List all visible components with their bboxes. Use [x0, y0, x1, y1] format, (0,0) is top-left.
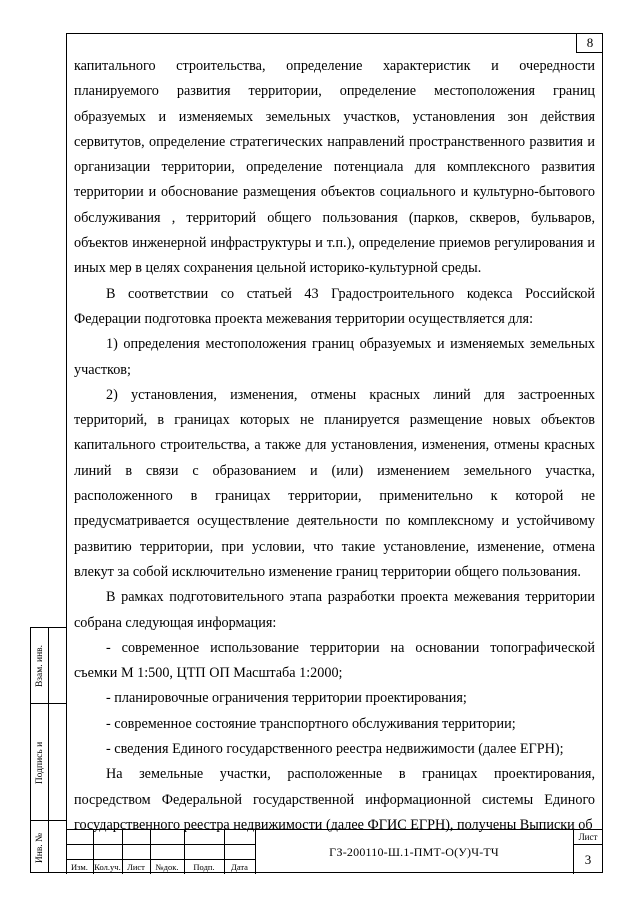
list-item-1: 1) определения местоположения границ образуемых и изменяемых земельных участков;: [74, 336, 595, 378]
title-block-row-line-2: [66, 859, 255, 860]
sheet-number: 3: [584, 852, 592, 867]
title-block: [66, 829, 603, 873]
col-header-podp: Подп.: [193, 862, 215, 872]
side-label-inv-no: Инв. №: [35, 832, 45, 863]
bullet-item-3: - современное состояние транспортного обслуживания территории;: [106, 715, 516, 732]
paragraph-4: На земельные участки, расположенные в границах проектирования, посредством Федеральной государственной информационной системы Единого государственного реестра недвижимости (далее ФГИС ЕГРН), получены Выписки об: [74, 766, 595, 833]
col-header-data: Дата: [231, 862, 248, 872]
side-stamp: [30, 627, 66, 873]
paragraph-2: В соответствии со статьей 43 Градостроительного кодекса Российской Федерации подготовка проекта межевания территории осуществляется для:: [74, 285, 595, 327]
list-item-2: 2) установления, изменения, отмены красных линий для застроенных территорий, в границах которых не планируется размещение новых объектов капитального строительства, а также для установления, изменения, отмены красных линий в связи с образованием и (или) изменением земельного участка, расположенного в границах территории, применительно к которой не предусматривается осуществление деятельности по комплексному и устойчивому развитию территории, при условии, что такие установление, изменение, отмена влекут за собой исключительно изменение границ территории общего пользования.: [74, 386, 595, 580]
col-header-izm: Изм.: [71, 862, 88, 872]
col-header-kol-uch: Кол.уч.: [94, 862, 121, 872]
side-label-vzam-inv: Взам. инв.: [35, 644, 46, 688]
title-block-row-line-1: [66, 844, 255, 845]
sheet-label: Лист: [573, 830, 603, 845]
col-header-ndok: №док.: [155, 862, 179, 872]
bullet-item-1: - современное использование территории на основании топографической съемки М 1:500, ЦТП ОП Масштаба 1:2000;: [74, 639, 595, 682]
paragraph-3: В рамках подготовительного этапа разработки проекта межевания территории собрана следующая информация:: [74, 589, 595, 631]
side-label-podpis: Подпись и: [35, 741, 46, 784]
document-body: [74, 54, 595, 838]
page-number: 8: [576, 33, 603, 53]
paragraph-1: капитального строительства, определение характеристик и очередности планируемого развития территории, определение местоположения границ образуемых и изменяемых земельных участков, установления зон действия сервитутов, определение стратегических направлений пространственного развития и организации территории, определение потенциала для комплексного развития территории и обоснование размещения объектов социального и культурно-бытового обслуживания , территорий общего пользования (парков, скверов, бульваров, объектов инженерной инфраструктуры и т.п.), определение приемов регулирования и иных мер в целях сохранения цельной историко-культурной среды.: [74, 58, 595, 277]
bullet-item-4: - сведения Единого государственного реестра недвижимости (далее ЕГРН);: [106, 741, 564, 758]
col-header-list: Лист: [127, 862, 145, 872]
document-code: ГЗ-200110-Ш.1-ПМТ-О(У)Ч-ТЧ: [329, 844, 499, 859]
bullet-item-2: - планировочные ограничения территории проектирования;: [106, 690, 467, 707]
